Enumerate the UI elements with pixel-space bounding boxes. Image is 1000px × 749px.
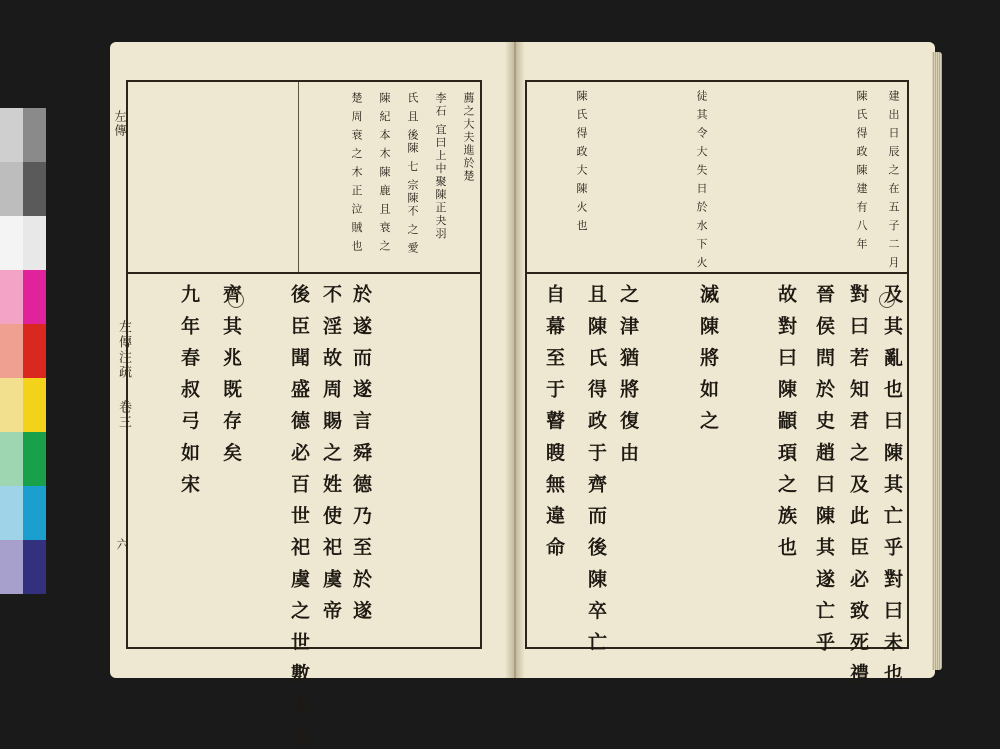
calibration-swatch-row xyxy=(0,270,46,324)
commentary-column: 陳 氏 得 政 陳 建 有 八 年 xyxy=(855,90,868,251)
main-text-column: 晉 侯 問 於 史 趙 曰 陳 其 遂 亡 乎 xyxy=(813,284,835,654)
calibration-swatch xyxy=(23,378,46,432)
calibration-swatch-row xyxy=(0,162,46,216)
main-text-column: 於 遂 而 遂 言 舜 德 乃 至 於 遂 xyxy=(350,284,372,623)
commentary-column: 陳 氏 得 政 大 陳 火 也 xyxy=(575,90,588,233)
main-text-column: 自 幕 至 于 瞽 瞍 無 違 命 xyxy=(543,284,565,559)
left-text-frame xyxy=(126,80,482,749)
calibration-swatch-row xyxy=(0,108,46,162)
calibration-swatch xyxy=(0,216,23,270)
calibration-swatch xyxy=(23,540,46,594)
register-divider xyxy=(128,272,480,274)
calibration-swatch xyxy=(23,108,46,162)
calibration-swatch xyxy=(23,270,46,324)
calibration-swatch xyxy=(23,162,46,216)
left-margin-title: 左傳 xyxy=(113,110,127,138)
calibration-swatch xyxy=(23,486,46,540)
color-calibration-strip xyxy=(0,108,46,600)
commentary-column: 建 出 日 辰 之 在 五 子 二 月 xyxy=(887,90,900,270)
main-text-column: 對 曰 若 知 君 之 及 此 臣 必 致 死 禮 xyxy=(847,284,869,686)
main-text-column: 且 陳 氏 得 政 于 齊 而 後 陳 卒 亡 xyxy=(585,284,607,654)
main-text-column: 之 津 猶 將 復 由 xyxy=(617,284,639,465)
calibration-swatch xyxy=(23,432,46,486)
open-book xyxy=(100,30,940,749)
calibration-swatch xyxy=(0,540,23,594)
calibration-swatch xyxy=(0,270,23,324)
main-text-column: 及 其 亂 也 曰 陳 其 亡 乎 對 曰 未 也 xyxy=(881,284,903,686)
calibration-swatch xyxy=(0,324,23,378)
calibration-swatch xyxy=(23,216,46,270)
page-edges xyxy=(932,52,942,670)
main-text-column: 齊 其 兆 既 存 矣 xyxy=(220,284,242,465)
calibration-swatch xyxy=(0,108,23,162)
calibration-swatch xyxy=(23,324,46,378)
left-margin-book-title: 左傳注疏 xyxy=(116,320,131,380)
right-text-frame xyxy=(525,80,909,686)
main-text-column: 故 對 曰 陳 顓 頊 之 族 也 xyxy=(775,284,797,559)
commentary-column: 薦之大夫進於楚 xyxy=(462,92,475,183)
calibration-swatch xyxy=(0,432,23,486)
calibration-swatch xyxy=(0,378,23,432)
left-margin-folio: 六 xyxy=(115,538,129,552)
register-divider xyxy=(527,272,907,274)
commentary-column: 徒 其 令 大 失 日 於 水 下 火 xyxy=(695,90,708,270)
calibration-swatch-row xyxy=(0,324,46,378)
calibration-swatch xyxy=(0,486,23,540)
commentary-column: 李石 宜曰上中聚陳正夬羽 xyxy=(434,92,447,241)
annotation-circle xyxy=(879,292,895,308)
commentary-column: 楚 周 衰 之 木 正 泣 賊 也 xyxy=(350,92,363,253)
calibration-swatch-row xyxy=(0,432,46,486)
calibration-swatch-row xyxy=(0,216,46,270)
calibration-swatch-row xyxy=(0,486,46,540)
main-text-column: 滅 陳 將 如 之 xyxy=(697,284,719,433)
main-text-column: 九 年 春 叔 弓 如 宋 xyxy=(178,284,200,496)
left-margin-juan: 卷三 xyxy=(116,400,131,430)
main-text-column: 不 淫 故 周 賜 之 姓 使 祀 虞 帝 xyxy=(320,284,342,623)
calibration-swatch xyxy=(0,162,23,216)
column-rule xyxy=(298,82,299,272)
book-gutter xyxy=(505,42,525,678)
calibration-swatch-row xyxy=(0,540,46,594)
main-text-column: 後 臣 聞 盛 德 必 百 世 祀 虞 之 世 數 未 也 xyxy=(288,284,310,749)
commentary-column: 氏 且 後陳 七 宗陳不 之 愛 xyxy=(406,92,419,255)
calibration-swatch-row xyxy=(0,378,46,432)
commentary-column: 陳 紀 本 木 陳 鹿 且 衰 之 xyxy=(378,92,391,253)
annotation-circle xyxy=(228,292,244,308)
